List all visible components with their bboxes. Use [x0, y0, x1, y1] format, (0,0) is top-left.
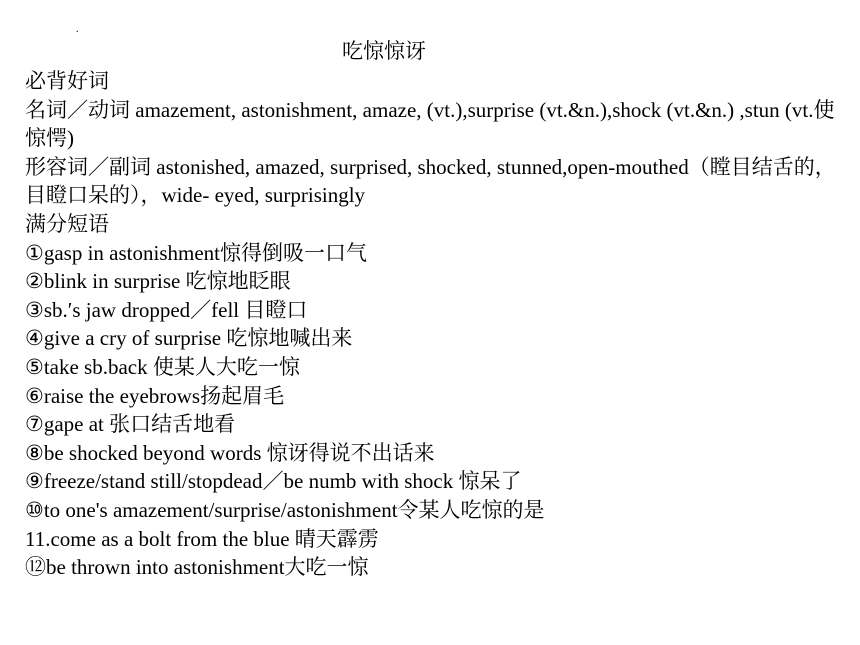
- phrase-item: ⑩to one's amazement/surprise/astonishment令某人吃惊的是: [25, 497, 545, 522]
- phrase-item: ⑧be shocked beyond words 惊讶得说不出话来: [25, 440, 435, 465]
- corner-dot: .: [76, 24, 79, 35]
- phrase-item: ⑦gape at 张口结舌地看: [25, 412, 236, 437]
- phrase-item: ⑥raise the eyebrows扬起眉毛: [25, 383, 285, 408]
- slide-content: [25, 67, 837, 582]
- phrase-item: ⑫be thrown into astonishment大吃一惊: [25, 555, 369, 580]
- phrase-item: ①gasp in astonishment惊得倒吸一口气: [25, 240, 367, 265]
- page-title: 吃惊惊讶: [342, 39, 426, 63]
- phrase-item: ④give a cry of surprise 吃惊地喊出来: [25, 326, 353, 351]
- section-heading-phrases: 满分短语: [25, 211, 109, 236]
- section-heading-words: 必背好词: [25, 69, 109, 93]
- phrase-item: ③sb.′s jaw dropped／fell 目瞪口: [25, 297, 308, 322]
- adjectives-adverbs-entry: 形容词／副词 astonished, amazed, surprised, shocked, stunned,open-mouthed（瞠目结舌的，目瞪口呆的），wide- eyed, surprisingly: [25, 154, 836, 208]
- phrase-item: ⑤take sb.back 使某人大吃一惊: [25, 354, 300, 379]
- phrase-item: ⑨freeze/stand still/stopdead／be numb with shock 惊呆了: [25, 469, 522, 494]
- nouns-verbs-entry: 名词／动词 amazement, astonishment, amaze, (vt.),surprise (vt.&n.),shock (vt.&n.) ,stun (vt.使惊愕): [25, 97, 835, 151]
- phrase-item: 11.come as a bolt from the blue 晴天霹雳: [25, 526, 379, 551]
- phrase-item: ②blink in surprise 吃惊地眨眼: [25, 269, 291, 294]
